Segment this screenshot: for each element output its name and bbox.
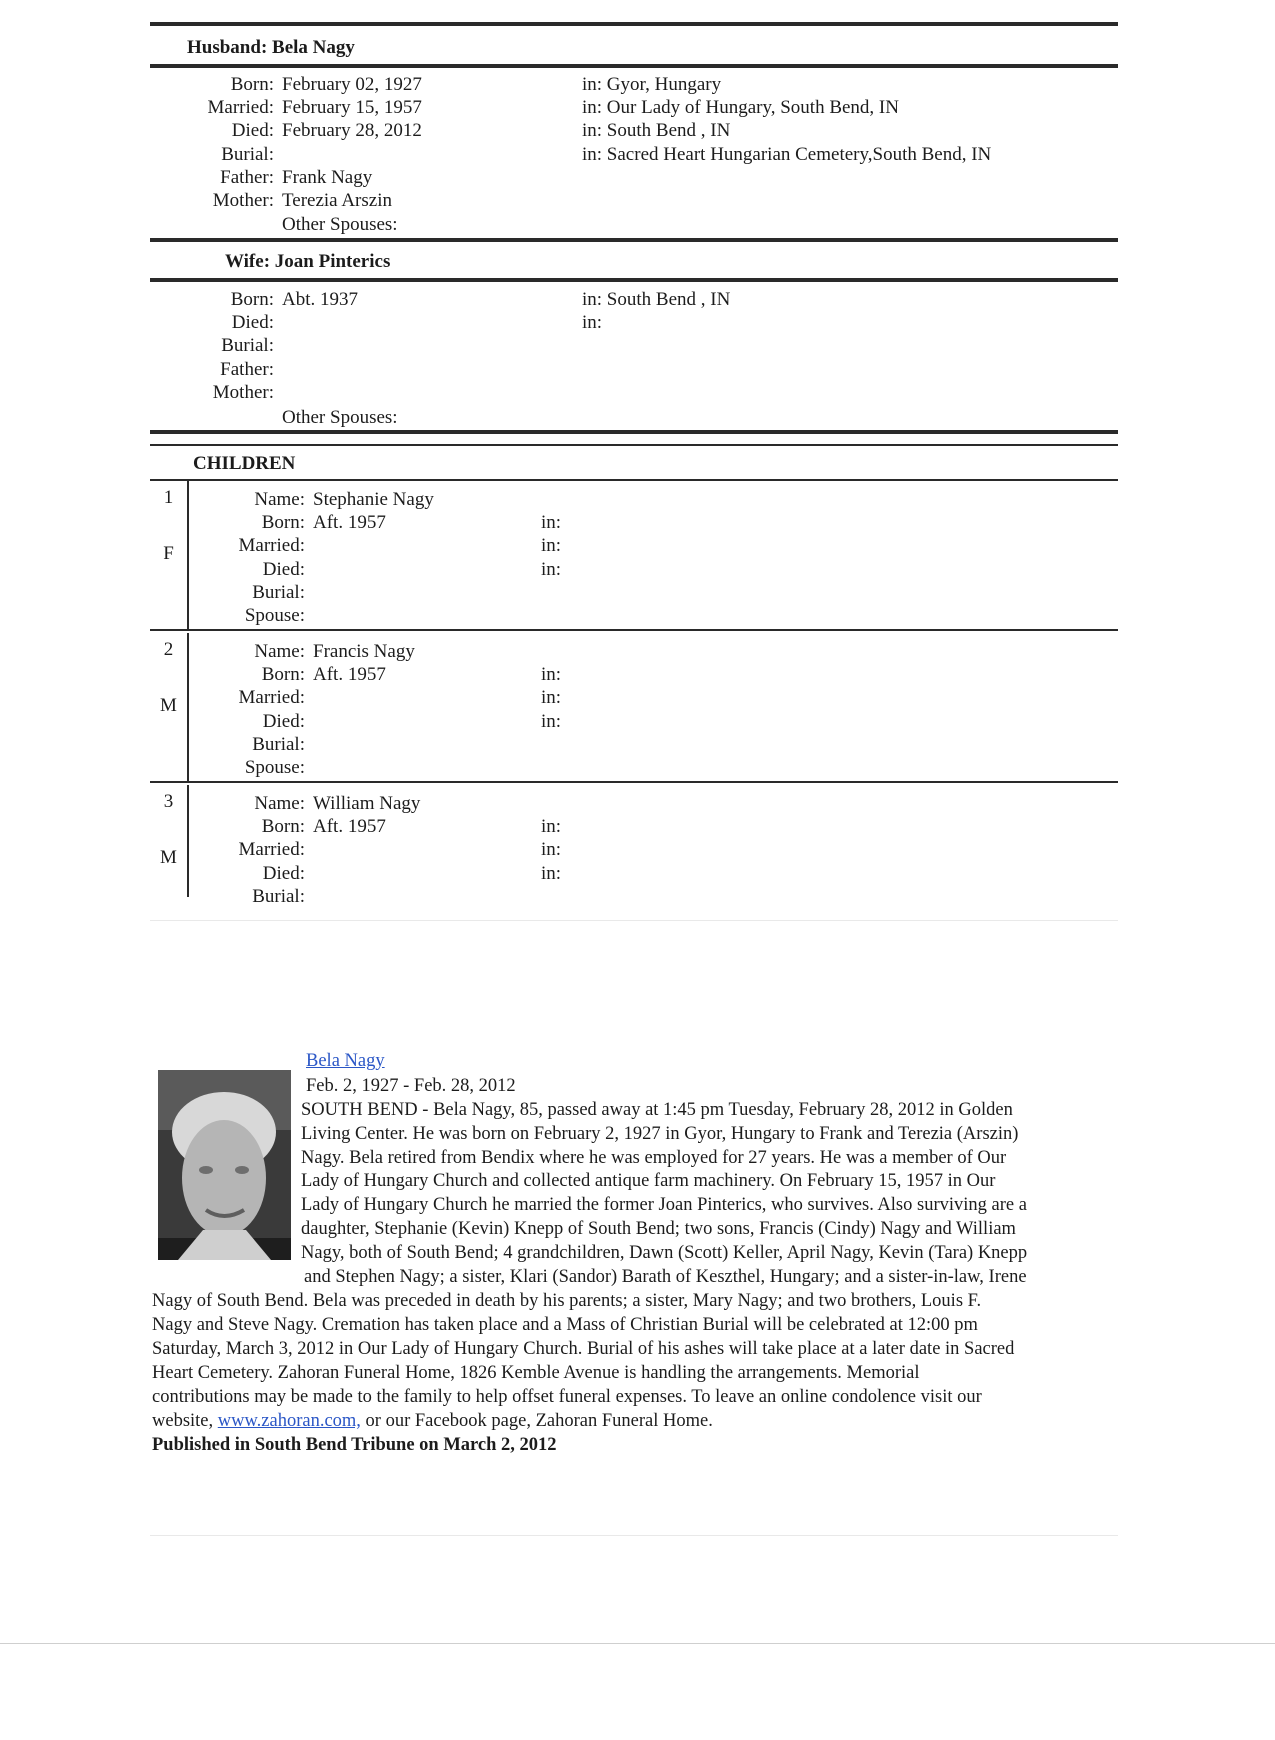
husband-heading-label: Husband: <box>187 37 268 58</box>
obituary-link-line <box>306 1050 385 1074</box>
child-field-label: Name: <box>254 489 305 510</box>
obituary-last-line <box>152 1410 713 1434</box>
child-field-value: Aft. 1957 <box>313 512 386 534</box>
child-field-label: Born: <box>261 512 305 534</box>
child-sex: F <box>163 543 174 564</box>
child-field-label: Name: <box>254 793 305 814</box>
obituary-line: Lady of Hungary Church and collected antique farm machinery. On February 15, 1957 in Our <box>301 1171 996 1192</box>
field-label: Born: <box>230 289 274 310</box>
field-label: Burial: <box>221 143 274 165</box>
scan-edge-line <box>0 1643 1275 1644</box>
obituary-line: and Stephen Nagy; a sister, Klari (Sandor) Barath of Keszthel, Hungary; and a sister-in-law, Irene <box>304 1266 1027 1287</box>
top-rule <box>150 22 1118 26</box>
wife-rule <box>150 278 1118 282</box>
child-field-place: in: <box>541 816 562 838</box>
child-field-place: in: <box>541 687 562 709</box>
child-sex: M <box>160 695 177 716</box>
field-place: in: Our Lady of Hungary, South Bend, IN <box>582 97 899 119</box>
child-field-label: Married: <box>238 687 305 709</box>
child-field-value: Stephanie Nagy <box>313 489 434 510</box>
child-field-label: Born: <box>261 664 305 686</box>
obituary-line: contributions may be made to the family to help offset funeral expenses. To leave an online condolence visit our <box>152 1387 982 1407</box>
field-value: Frank Nagy <box>282 166 373 188</box>
child-field-place: in: <box>541 512 562 534</box>
obituary-dates: Feb. 2, 1927 - Feb. 28, 2012 <box>306 1076 516 1096</box>
obituary-line: Lady of Hungary Church he married the former Joan Pinterics, who survives. Also surviving are a <box>301 1195 1027 1216</box>
field-label: Mother: <box>212 381 274 403</box>
field-value: February 15, 1957 <box>282 97 422 119</box>
child-field-place: in: <box>541 839 562 861</box>
field-label: Mother: <box>212 190 274 211</box>
obituary-name-link[interactable]: Bela Nagy <box>306 1051 385 1071</box>
child-number: 2 <box>163 639 174 660</box>
child-field-label: Died: <box>262 862 305 884</box>
child-field-label: Married: <box>238 839 305 861</box>
child-number: 1 <box>163 487 174 508</box>
bleed-through-line <box>150 1535 1118 1536</box>
bleed-through-line <box>150 920 1118 921</box>
obituary-line: Heart Cemetery. Zahoran Funeral Home, 1826 Kemble Avenue is handling the arrangements. Memorial <box>152 1363 920 1383</box>
field-label: Born: <box>230 74 274 95</box>
other-spouses-label: Other Spouses: <box>282 214 398 235</box>
child-field-label: Died: <box>262 710 305 732</box>
child-field-place: in: <box>541 558 562 580</box>
child-separator-rule <box>150 781 1118 783</box>
husband-name: Bela Nagy <box>272 37 355 58</box>
field-place: in: Gyor, Hungary <box>582 74 722 95</box>
field-label: Father: <box>220 166 274 188</box>
field-place: in: <box>582 312 603 334</box>
child-field-label: Born: <box>261 816 305 838</box>
website-link[interactable]: www.zahoran.com, <box>217 1411 361 1431</box>
field-label: Father: <box>220 358 274 380</box>
child-field-place: in: <box>541 535 562 557</box>
obituary-line: SOUTH BEND - Bela Nagy, 85, passed away at 1:45 pm Tuesday, February 28, 2012 in Golden <box>301 1100 1013 1120</box>
child-field-label: Burial: <box>252 733 305 755</box>
wife-top-rule <box>150 238 1118 242</box>
children-heading-rule <box>150 479 1118 481</box>
child-field-label: Name: <box>254 641 305 662</box>
portrait-image <box>158 1070 291 1260</box>
obituary-website-prefix: website, <box>152 1411 218 1431</box>
child-field-value: Aft. 1957 <box>313 816 386 838</box>
child-field-label: Married: <box>238 535 305 557</box>
field-label: Married: <box>207 97 274 119</box>
field-value: Abt. 1937 <box>282 289 358 310</box>
field-value: Terezia Arszin <box>282 190 392 211</box>
wife-heading-label: Wife: <box>225 251 271 272</box>
field-value: February 02, 1927 <box>282 74 422 95</box>
child-field-value: William Nagy <box>313 793 421 814</box>
wife-name: Joan Pinterics <box>274 251 391 272</box>
child-sex: M <box>160 847 177 868</box>
child-field-label: Burial: <box>252 581 305 603</box>
obituary-line: daughter, Stephanie (Kevin) Knepp of South Bend; two sons, Francis (Cindy) Nagy and William <box>301 1219 1016 1239</box>
field-value: February 28, 2012 <box>282 120 422 142</box>
field-place: in: South Bend , IN <box>582 120 731 142</box>
children-heading: CHILDREN <box>193 453 296 474</box>
obituary-line: Nagy, both of South Bend; 4 grandchildren, Dawn (Scott) Keller, April Nagy, Kevin (Tara) Knepp <box>301 1242 1028 1263</box>
wife-heading <box>225 251 390 273</box>
husband-heading <box>187 37 355 59</box>
field-label: Died: <box>231 312 274 334</box>
child-field-place: in: <box>541 664 562 686</box>
child-field-place: in: <box>541 710 562 732</box>
obituary-line: Saturday, March 3, 2012 in Our Lady of Hungary Church. Burial of his ashes will take place at a later date in Sacred <box>152 1339 1015 1359</box>
obituary-line: Nagy of South Bend. Bela was preceded in death by his parents; a sister, Mary Nagy; and two brothers, Louis F. <box>152 1291 982 1311</box>
child-field-value: Aft. 1957 <box>313 664 386 686</box>
other-spouses-label: Other Spouses: <box>282 407 398 428</box>
obituary-line: Nagy. Bela retired from Bendix where he was employed for 27 years. He was a member of Our <box>301 1147 1007 1168</box>
obituary-line: Living Center. He was born on February 2, 1927 in Gyor, Hungary to Frank and Terezia (Arszin) <box>301 1123 1019 1144</box>
child-number: 3 <box>163 791 174 812</box>
child-field-place: in: <box>541 862 562 884</box>
child-separator-rule <box>150 629 1118 631</box>
husband-rule <box>150 64 1118 68</box>
children-second-rule <box>150 444 1118 446</box>
child-field-label: Died: <box>262 558 305 580</box>
field-label: Burial: <box>221 335 274 357</box>
obituary-website-suffix: or our Facebook page, Zahoran Funeral Home. <box>360 1411 713 1431</box>
field-place: in: Sacred Heart Hungarian Cemetery,South Bend, IN <box>582 143 992 165</box>
child-field-value: Francis Nagy <box>313 641 415 662</box>
field-label: Died: <box>231 120 274 142</box>
publication-note: Published in South Bend Tribune on March 2, 2012 <box>152 1435 557 1455</box>
field-place: in: South Bend , IN <box>582 289 731 310</box>
children-top-rule <box>150 430 1118 434</box>
child-field-label: Spouse: <box>244 605 305 626</box>
child-field-label: Burial: <box>252 885 305 907</box>
child-field-label: Spouse: <box>244 757 305 778</box>
obituary-photo <box>158 1070 291 1260</box>
obituary-line: Nagy and Steve Nagy. Cremation has taken place and a Mass of Christian Burial will be celebrated at 12:00 pm <box>152 1315 978 1335</box>
